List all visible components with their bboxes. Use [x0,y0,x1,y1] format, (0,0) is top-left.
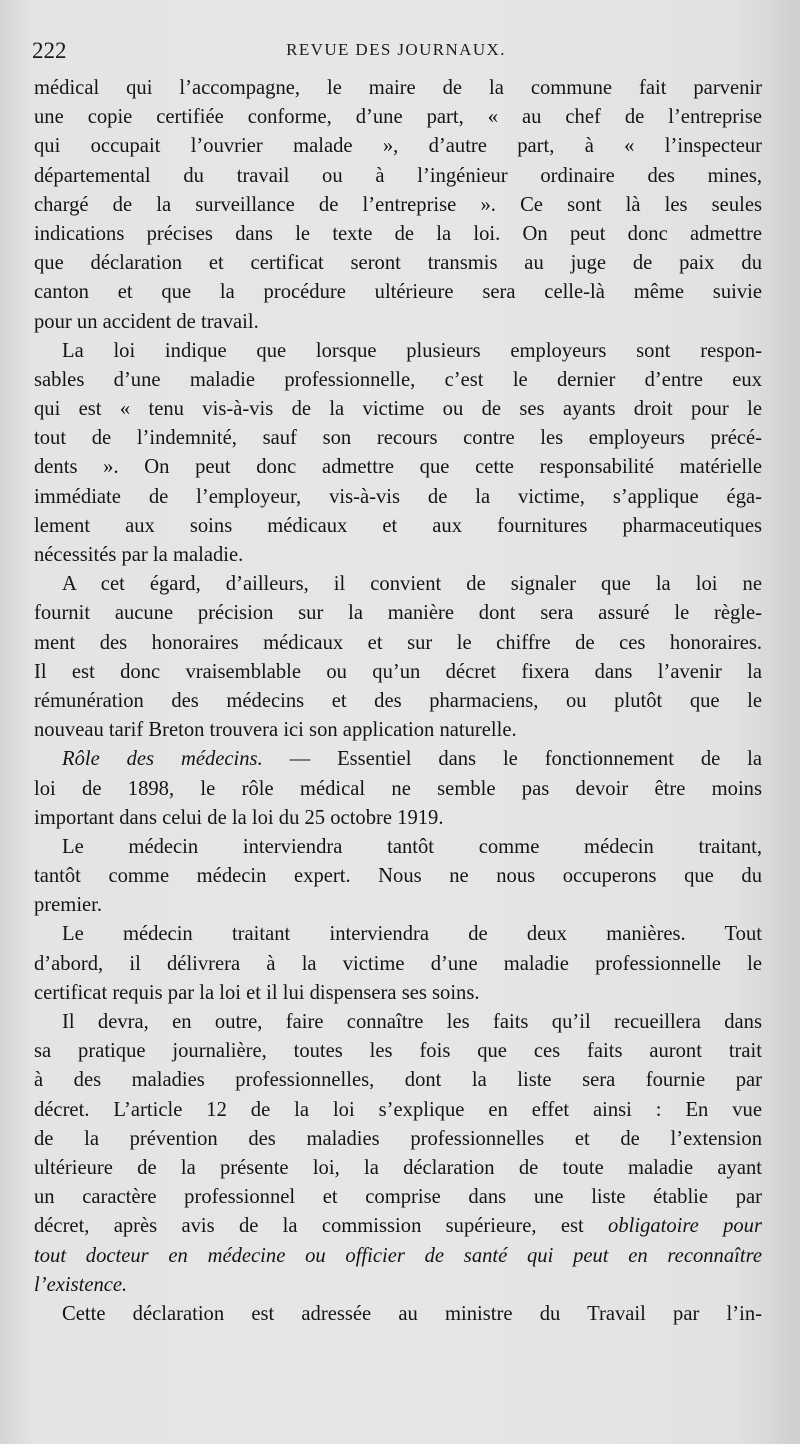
text-line [34,716,762,745]
text-line [34,1212,762,1241]
text-line [34,1183,762,1212]
line-text: décret. L’article 12 de la loi s’explique en effet ainsi : En vue [34,1098,762,1121]
text-line [34,891,762,920]
line-text: Le médecin traitant interviendra de deux manières. Tout [62,923,762,946]
italic-text: Rôle des médecins. [62,748,263,771]
line-text: A cet égard, d’ailleurs, il convient de signaler que la loi ne [62,573,762,596]
text-line [34,1271,762,1300]
page-number: 222 [32,38,67,63]
text-line [34,1008,762,1037]
text-line [34,1037,762,1066]
text-line [34,278,762,307]
line-text: lement aux soins médicaux et aux fournitures pharmaceutiques [34,514,762,537]
text-line [34,775,762,804]
line-text: Il est donc vraisemblable ou qu’un décret fixera dans l’avenir la [34,660,762,683]
line-text: Le médecin interviendra tantôt comme médecin traitant, [62,835,762,858]
text-line [34,979,762,1008]
line-text: d’abord, il délivrera à la victime d’une maladie professionnelle le [34,952,762,975]
body-text [34,74,762,1329]
text-line [34,541,762,570]
line-text: immédiate de l’employeur, vis-à-vis de la victime, s’applique éga- [34,485,762,508]
line-text: départemental du travail ou à l’ingénieur ordinaire des mines, [34,164,762,187]
text-line [34,1066,762,1095]
text-line [34,220,762,249]
text-line [34,132,762,161]
text-line [34,483,762,512]
text-line [34,570,762,599]
line-text: tantôt comme médecin expert. Nous ne nous occuperons que du [34,865,762,888]
line-text: Il devra, en outre, faire connaître les faits qu’il recueillera dans [62,1011,762,1033]
line-text: ultérieure de la présente loi, la déclaration de toute maladie ayant [34,1156,762,1179]
line-text: de la prévention des maladies professionnelles et de l’extension [34,1127,762,1150]
line-text: premier. [34,894,103,917]
line-text: indications précises dans le texte de la loi. On peut donc admettre [34,222,762,245]
line-text: chargé de la surveillance de l’entreprise ». Ce sont là les seules [34,193,762,216]
text-line [34,512,762,541]
text-line [34,395,762,424]
italic-text: obligatoire pour [608,1215,762,1238]
line-text: à des maladies professionnelles, dont la liste sera fournie par [34,1069,762,1092]
italic-text: tout docteur en médecine ou officier de santé qui peut en reconnaître [34,1244,762,1267]
line-text: qui est « tenu vis-à-vis de la victime ou de ses ayants droit pour le [34,398,762,421]
line-text: tout de l’indemnité, sauf son recours contre les employeurs précé- [34,427,762,450]
text-line [34,424,762,453]
line-text: décret, après avis de la commission supérieure, est [34,1215,609,1238]
text-line [34,950,762,979]
line-text: pour un accident de travail. [34,310,259,333]
text-line [34,1300,762,1329]
line-text: un caractère professionnel et comprise dans une liste établie par [34,1186,762,1209]
text-line [34,687,762,716]
text-line [34,862,762,891]
text-line [34,920,762,949]
text-line [34,599,762,628]
text-line [34,1125,762,1154]
text-line [34,658,762,687]
text-line [34,366,762,395]
line-text: que déclaration et certificat seront transmis au juge de paix du [34,252,762,275]
line-text: loi de 1898, le rôle médical ne semble pas devoir être moins [34,777,762,800]
line-text: sables d’une maladie professionnelle, c’est le dernier d’entre eux [34,368,762,391]
line-text: — Essentiel dans le fonctionnement de la [262,748,763,771]
line-text: Cette déclaration est adressée au ministre du Travail par l’in- [62,1302,762,1325]
text-line [34,74,762,103]
journal-title: REVUE DES JOURNAUX. [286,40,506,59]
text-line [34,804,762,833]
text-line [34,103,762,132]
line-text: une copie certifiée conforme, d’une part, « au chef de l’entreprise [34,106,762,129]
italic-text: l’existence. [34,1273,128,1296]
line-text: important dans celui de la loi du 25 octobre 1919. [34,806,444,829]
line-text: La loi indique que lorsque plusieurs employeurs sont respon- [62,339,762,362]
text-line [34,337,762,366]
line-text: qui occupait l’ouvrier malade », d’autre part, à « l’inspecteur [34,135,762,158]
text-line [34,162,762,191]
line-text: ment des honoraires médicaux et sur le chiffre de ces honoraires. [34,631,762,654]
running-header [32,38,760,64]
text-line [34,629,762,658]
line-text: nouveau tarif Breton trouvera ici son application naturelle. [34,719,517,742]
line-text: fournit aucune précision sur la manière dont sera assuré le règle- [34,602,762,625]
text-line [34,1242,762,1271]
line-text: dents ». On peut donc admettre que cette responsabilité matérielle [34,456,762,479]
text-line [34,191,762,220]
text-line [34,249,762,278]
text-line [34,745,762,774]
line-text: canton et que la procédure ultérieure sera celle-là même suivie [34,281,762,304]
line-text: nécessités par la maladie. [34,544,244,566]
line-text: sa pratique journalière, toutes les fois que ces faits auront trait [34,1040,762,1063]
text-line [34,1154,762,1183]
text-line [34,453,762,482]
line-text: médical qui l’accompagne, le maire de la commune fait parvenir [34,77,762,99]
line-text: certificat requis par la loi et il lui dispensera ses soins. [34,981,480,1004]
text-line [34,308,762,337]
text-line [34,1096,762,1125]
line-text: rémunération des médecins et des pharmaciens, ou plutôt que le [34,689,762,712]
text-line [34,833,762,862]
